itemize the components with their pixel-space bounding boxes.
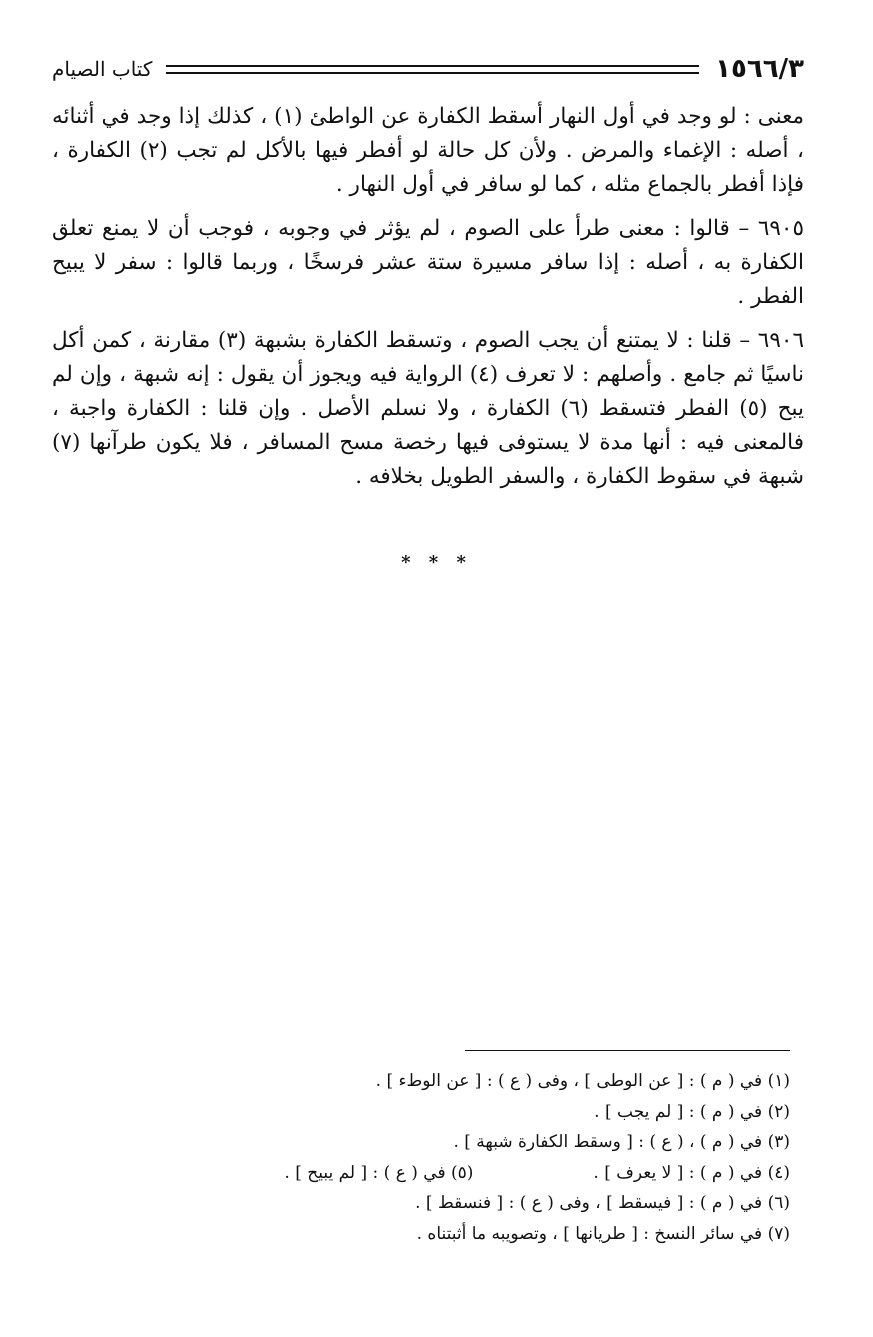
paragraph: ٦٩٠٥ – قالوا : معنى طرأ على الصوم ، لم يؤثر في وجوبه ، فوجب أن لا يمنع تعلق الكفارة به ، أصله : إذا سافر مسيرة ستة عشر فرسخًا ، وربما قالوا : سفر لا يبيح الفطر . — [52, 216, 805, 309]
paragraph: معنى : لو وجد في أول النهار أسقط الكفارة عن الواطئ (١) ، كذلك إذا وجد في أثنائه ، أصله : الإغماء والمرض . ولأن كل حالة لو أفطر فيها بالأكل لم تجب (٢) الكفارة ، فإذا أفطر بالجماع مثله ، كما لو سافر في أول النهار . — [52, 104, 804, 197]
paragraph: ٦٩٠٦ – قلنا : لا يمتنع أن يجب الصوم ، وتسقط الكفارة بشبهة (٣) مقارنة ، كمن أكل ناسيًا ثم جامع . وأصلهم : لا تعرف (٤) الرواية فيه ويجوز أن يقول : إنه شبهة ، وإن لم يبح (٥) الفطر فتسقط (٦) الكفارة ، ولا نسلم الأصل . وإن قلنا : الكفارة واجبة ، فالمعنى فيه : أنها مدة لا يستوفى فيها رخصة مسح المسافر ، فلا يكون طرآنها (٧) شبهة في سقوط الكفارة ، والسفر الطويل بخلافه . — [52, 328, 804, 489]
main-text — [52, 100, 804, 504]
footnote-row — [52, 1158, 790, 1189]
footnotes — [52, 1066, 790, 1249]
footnote: (٧) في سائر النسخ : [ طريانها ] ، وتصويبه ما أثبتناه . — [416, 1223, 790, 1244]
section-separator: * * * — [401, 552, 472, 573]
footnote: (٤) في ( م ) : [ لا يعرف ] . — [593, 1162, 790, 1183]
footnote: (١) في ( م ) : [ عن الوطى ] ، وفى ( ع ) : [ عن الوطء ] . — [375, 1071, 790, 1091]
book-title: كتاب الصيام — [52, 57, 153, 81]
page-number: ١٥٦٦/٣ — [715, 54, 804, 84]
footnote: (٦) في ( م ) : [ فيسقط ] ، وفى ( ع ) : [ فنسقط ] . — [415, 1193, 790, 1213]
running-header — [52, 52, 804, 86]
footnote: (٥) في ( ع ) : [ لم يبيح ] . — [284, 1162, 474, 1183]
footnote-rule — [465, 1050, 790, 1051]
footnote: (٢) في ( م ) : [ لم يجب ] . — [594, 1101, 790, 1122]
header-double-rule — [166, 65, 699, 74]
footnote: (٣) في ( م ) ، ( ع ) : [ وسقط الكفارة شبهة ] . — [453, 1132, 790, 1152]
